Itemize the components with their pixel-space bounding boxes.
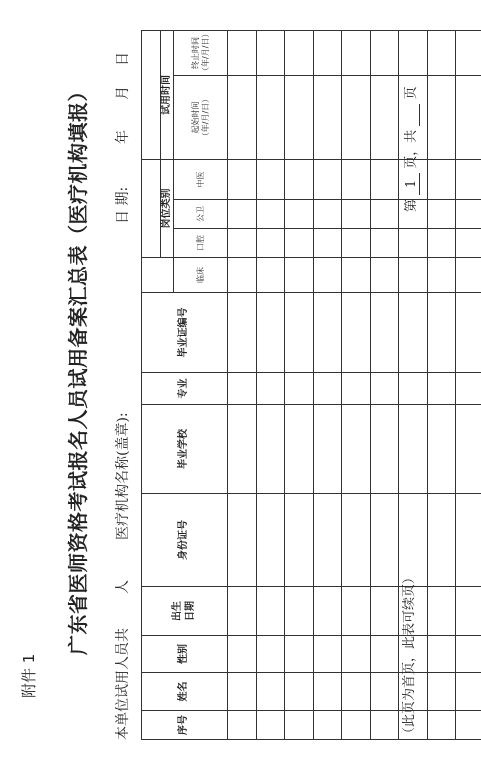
table-cell[interactable] [370, 587, 399, 636]
table-cell[interactable] [228, 405, 257, 494]
table-cell[interactable] [342, 405, 371, 494]
col-header-gender: 性别 [142, 636, 228, 673]
table-cell[interactable] [285, 711, 314, 740]
table-cell[interactable] [342, 31, 371, 76]
table-cell[interactable] [427, 200, 456, 229]
table-cell[interactable] [456, 636, 481, 673]
table-cell[interactable] [313, 76, 342, 160]
table-cell[interactable] [228, 636, 257, 673]
table-cell[interactable] [342, 494, 371, 587]
table-cell[interactable] [427, 494, 456, 587]
table-cell[interactable] [228, 76, 257, 160]
table-row [285, 31, 314, 740]
table-cell[interactable] [285, 587, 314, 636]
table-cell[interactable] [456, 373, 481, 405]
day-label: 日 [115, 52, 131, 66]
table-cell[interactable] [285, 494, 314, 587]
month-label: 月 [115, 86, 131, 100]
table-cell[interactable] [256, 258, 285, 293]
table-cell[interactable] [256, 160, 285, 200]
table-cell[interactable] [313, 673, 342, 711]
table-cell[interactable] [313, 587, 342, 636]
col-header-cert-number: 毕业证编号 [142, 293, 228, 373]
table-cell[interactable] [342, 373, 371, 405]
page-counter [400, 86, 420, 212]
table-cell[interactable] [285, 405, 314, 494]
table-cell[interactable] [342, 673, 371, 711]
col-header-serial: 序号 [142, 711, 228, 740]
table-cell[interactable] [456, 405, 481, 494]
table-cell[interactable] [228, 587, 257, 636]
table-cell[interactable] [342, 160, 371, 200]
table-cell[interactable] [427, 711, 456, 740]
table-cell[interactable] [427, 293, 456, 373]
table-cell[interactable] [313, 229, 342, 258]
table-cell[interactable] [427, 160, 456, 200]
table-cell[interactable] [342, 587, 371, 636]
table-cell[interactable] [370, 711, 399, 740]
table-cell[interactable] [228, 673, 257, 711]
date-label: 日 期: [115, 186, 131, 224]
table-cell[interactable] [370, 494, 399, 587]
col-header-public-health: 公卫 [174, 200, 228, 229]
table-cell[interactable] [399, 373, 428, 405]
table-cell[interactable] [427, 229, 456, 258]
table-cell[interactable] [456, 293, 481, 373]
registration-table [141, 30, 481, 740]
table-cell[interactable] [313, 31, 342, 76]
col-header-trial-start: 起始时间 （年/月/日） [174, 76, 228, 160]
table-cell[interactable] [399, 405, 428, 494]
table-cell[interactable] [256, 293, 285, 373]
table-cell[interactable] [313, 636, 342, 673]
institution-name-label: 医疗机构名称(盖章): [115, 412, 131, 540]
col-header-name: 姓名 [142, 673, 228, 711]
page-middle: 页，共 [404, 129, 419, 169]
table-cell[interactable] [370, 160, 399, 200]
table-cell[interactable] [456, 76, 481, 160]
table-cell[interactable] [313, 258, 342, 293]
col-header-trial-end: 终止时间 （年/月/日） [174, 31, 228, 76]
group-header-trial-period: 试用时间 [160, 31, 174, 159]
table-row [370, 31, 399, 740]
table-cell[interactable] [370, 200, 399, 229]
table-cell[interactable] [427, 673, 456, 711]
table-cell[interactable] [456, 258, 481, 293]
table-cell[interactable] [313, 293, 342, 373]
table-row [256, 31, 285, 740]
table-cell[interactable] [256, 373, 285, 405]
table-cell[interactable] [228, 200, 257, 229]
table-cell[interactable] [313, 711, 342, 740]
col-header-major: 专业 [142, 373, 228, 405]
table-cell[interactable] [342, 229, 371, 258]
table-cell[interactable] [370, 31, 399, 76]
form-title: 广东省医师资格考试报名人员试用备案汇总表（医疗机构填报） [66, 81, 90, 655]
table-cell[interactable] [313, 160, 342, 200]
empty-header-cell [142, 258, 174, 293]
table-cell[interactable] [456, 587, 481, 636]
total-pages-blank [404, 104, 420, 126]
col-header-school: 毕业学校 [142, 405, 228, 494]
footer-note: （此页为首页，此表可续页） [402, 570, 417, 740]
table-cell[interactable] [370, 673, 399, 711]
staff-count-suffix: 人 [115, 580, 131, 594]
table-cell[interactable] [313, 405, 342, 494]
table-cell[interactable] [427, 258, 456, 293]
table-cell[interactable] [342, 711, 371, 740]
table-row [456, 31, 481, 740]
table-cell[interactable] [285, 160, 314, 200]
table-cell[interactable] [256, 673, 285, 711]
table-cell[interactable] [256, 200, 285, 229]
table-row [427, 31, 456, 740]
table-cell[interactable] [456, 711, 481, 740]
table-cell[interactable] [342, 293, 371, 373]
table-cell[interactable] [456, 31, 481, 76]
table-cell[interactable] [370, 373, 399, 405]
table-row [313, 31, 342, 740]
attachment-label: 附件 1 [20, 653, 38, 698]
col-header-tcm: 中医 [174, 160, 228, 200]
table-cell[interactable] [370, 405, 399, 494]
table-cell[interactable] [370, 229, 399, 258]
table-cell[interactable] [285, 229, 314, 258]
table-cell[interactable] [256, 31, 285, 76]
table-cell[interactable] [285, 76, 314, 160]
table-cell[interactable] [228, 293, 257, 373]
empty-header-cell [142, 31, 174, 160]
col-header-dental: 口腔 [174, 229, 228, 258]
table-cell[interactable] [285, 293, 314, 373]
table-cell[interactable] [313, 373, 342, 405]
table-cell[interactable] [342, 636, 371, 673]
table-cell[interactable] [256, 494, 285, 587]
table-cell[interactable] [370, 76, 399, 160]
table-cell[interactable] [427, 76, 456, 160]
table-cell[interactable] [370, 636, 399, 673]
table-cell[interactable] [313, 494, 342, 587]
table-cell[interactable] [427, 31, 456, 76]
table-cell[interactable] [313, 200, 342, 229]
table-cell[interactable] [256, 76, 285, 160]
col-header-birth-date: 出生 日期 [142, 587, 228, 636]
table-cell[interactable] [228, 229, 257, 258]
table-row [228, 31, 257, 740]
table-cell[interactable] [228, 258, 257, 293]
staff-count-prefix: 本单位试用人员共 [115, 628, 131, 740]
page-suffix: 页 [404, 86, 419, 100]
table-cell[interactable] [285, 636, 314, 673]
table-cell[interactable] [256, 636, 285, 673]
table-cell[interactable] [228, 494, 257, 587]
year-label: 年 [115, 130, 131, 144]
table-cell[interactable] [456, 229, 481, 258]
table-cell[interactable] [427, 373, 456, 405]
table-cell[interactable] [285, 31, 314, 76]
table-cell[interactable] [228, 160, 257, 200]
table-cell[interactable] [256, 229, 285, 258]
table-cell[interactable] [285, 200, 314, 229]
table-cell[interactable] [285, 373, 314, 405]
table-cell[interactable] [370, 293, 399, 373]
table-cell[interactable] [342, 76, 371, 160]
table-cell[interactable] [228, 711, 257, 740]
table-cell[interactable] [427, 405, 456, 494]
table-cell[interactable] [228, 373, 257, 405]
table-cell[interactable] [456, 200, 481, 229]
table-cell[interactable] [342, 200, 371, 229]
table-cell[interactable] [285, 258, 314, 293]
table-cell[interactable] [456, 494, 481, 587]
page-prefix: 第 [404, 198, 419, 212]
table-cell[interactable] [427, 587, 456, 636]
table-cell[interactable] [228, 31, 257, 76]
table-cell[interactable] [399, 293, 428, 373]
table-cell[interactable] [256, 587, 285, 636]
col-header-id-number: 身份证号 [142, 494, 228, 587]
table-row [342, 31, 371, 740]
table-cell[interactable] [456, 673, 481, 711]
table-cell[interactable] [370, 258, 399, 293]
table-cell[interactable] [456, 160, 481, 200]
table-cell[interactable] [399, 229, 428, 258]
table-cell[interactable] [342, 258, 371, 293]
form-info-line [112, 52, 136, 740]
empty-header-cell [142, 160, 174, 258]
table-cell[interactable] [427, 636, 456, 673]
col-header-clinical: 临床 [174, 258, 228, 293]
table-cell[interactable] [285, 673, 314, 711]
page-number: 1 [404, 173, 420, 195]
table-cell[interactable] [256, 405, 285, 494]
table-cell[interactable] [399, 258, 428, 293]
group-header-position-category: 岗位类别 [160, 160, 174, 257]
table-cell[interactable] [399, 31, 428, 76]
table-cell[interactable] [256, 711, 285, 740]
